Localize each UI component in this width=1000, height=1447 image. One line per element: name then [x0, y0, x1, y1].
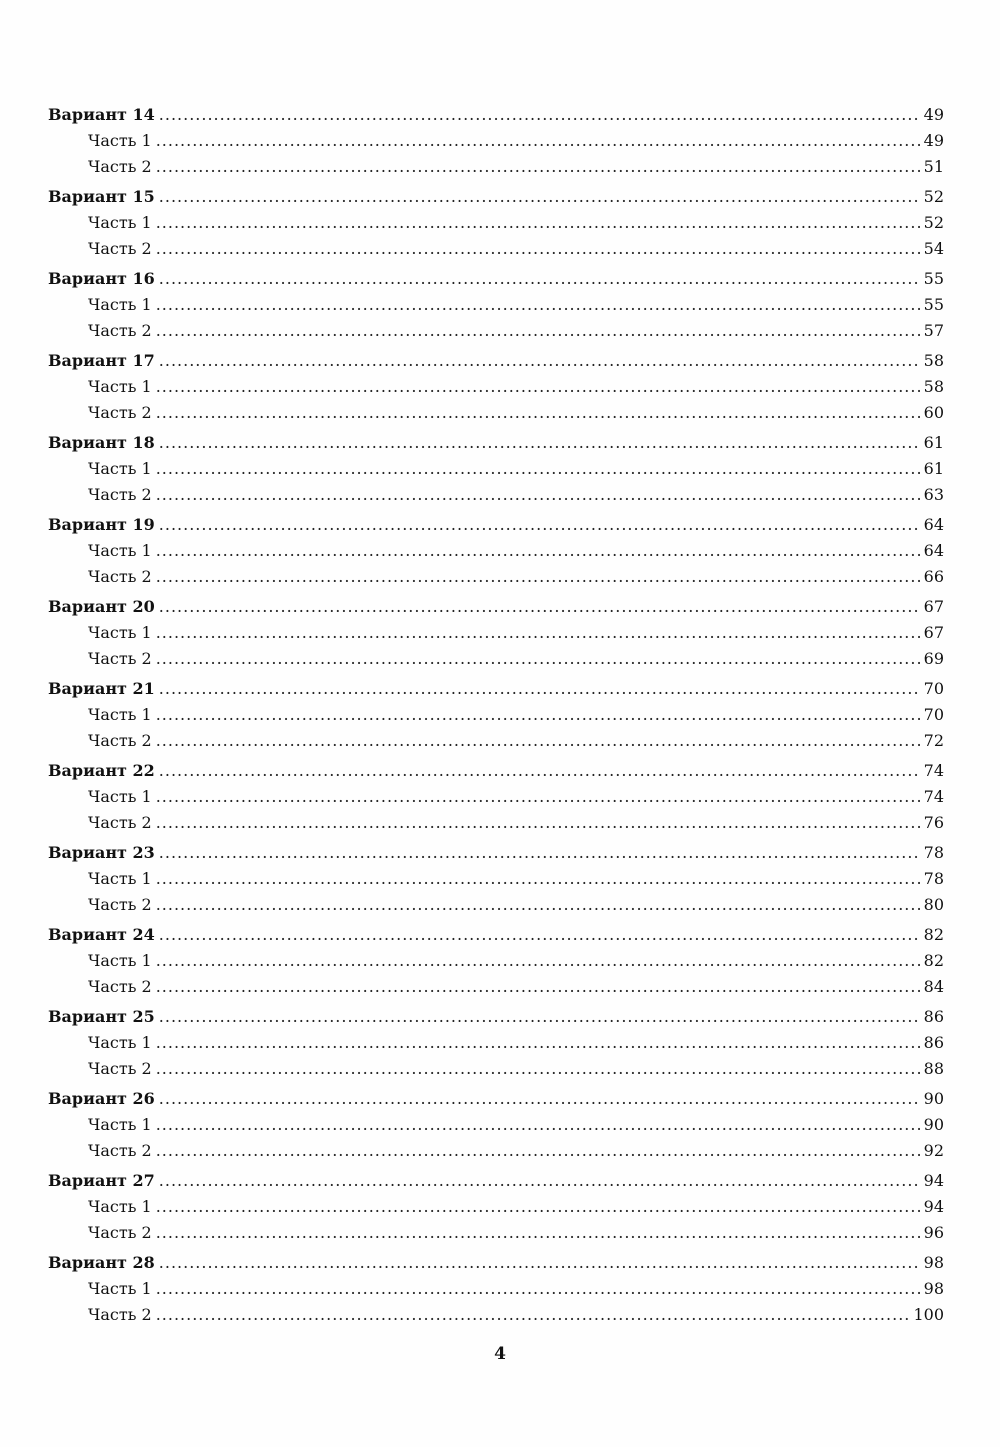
toc-part-entry — [48, 318, 944, 344]
toc-part-entry-page-number: 61 — [923, 459, 944, 478]
toc-variant-title-page-number: 52 — [923, 187, 944, 206]
dot-leader — [159, 922, 920, 948]
dot-leader — [159, 1004, 920, 1030]
toc-variant-title-label: Вариант 19 — [48, 515, 155, 534]
dot-leader — [156, 620, 920, 646]
dot-leader — [156, 374, 920, 400]
toc-variant-title — [48, 184, 944, 210]
dot-leader — [156, 292, 920, 318]
toc-part-entry-page-number: 57 — [923, 321, 944, 340]
table-of-contents — [48, 102, 944, 1332]
toc-part-entry-page-number: 52 — [923, 213, 944, 232]
toc-variant-title-page-number: 74 — [923, 761, 944, 780]
toc-variant-title-label: Вариант 16 — [48, 269, 155, 288]
toc-part-entry — [48, 646, 944, 672]
toc-part-entry-page-number: 94 — [923, 1197, 944, 1216]
dot-leader — [159, 1168, 920, 1194]
toc-part-entry-label: Часть 1 — [88, 377, 152, 396]
dot-leader — [159, 512, 920, 538]
toc-part-entry-page-number: 49 — [923, 131, 944, 150]
toc-part-entry-label: Часть 2 — [88, 1305, 152, 1324]
toc-part-entry-label: Часть 2 — [88, 239, 152, 258]
dot-leader — [156, 210, 920, 236]
toc-part-entry — [48, 1112, 944, 1138]
toc-part-entry — [48, 482, 944, 508]
toc-part-entry-page-number: 98 — [923, 1279, 944, 1298]
dot-leader — [156, 400, 920, 426]
toc-variant-title-label: Вариант 24 — [48, 925, 155, 944]
toc-part-entry-page-number: 70 — [923, 705, 944, 724]
toc-variant-title-page-number: 55 — [923, 269, 944, 288]
toc-variant-title-page-number: 67 — [923, 597, 944, 616]
toc-part-entry-page-number: 82 — [923, 951, 944, 970]
toc-variant-block — [48, 1004, 944, 1082]
toc-part-entry-label: Часть 2 — [88, 731, 152, 750]
toc-variant-title-page-number: 61 — [923, 433, 944, 452]
dot-leader — [159, 1086, 920, 1112]
dot-leader — [159, 348, 920, 374]
toc-part-entry-page-number: 92 — [923, 1141, 944, 1160]
dot-leader — [156, 538, 920, 564]
toc-part-entry — [48, 974, 944, 1000]
toc-part-entry — [48, 128, 944, 154]
toc-variant-block — [48, 594, 944, 672]
toc-part-entry-label: Часть 1 — [88, 295, 152, 314]
dot-leader — [156, 456, 920, 482]
toc-part-entry — [48, 400, 944, 426]
toc-part-entry-label: Часть 1 — [88, 1115, 152, 1134]
toc-variant-title-page-number: 49 — [923, 105, 944, 124]
toc-part-entry — [48, 728, 944, 754]
toc-part-entry — [48, 948, 944, 974]
dot-leader — [159, 184, 920, 210]
dot-leader — [159, 1250, 920, 1276]
page-number: 4 — [494, 1344, 506, 1364]
toc-part-entry-label: Часть 2 — [88, 1059, 152, 1078]
dot-leader — [156, 974, 920, 1000]
toc-part-entry-page-number: 76 — [923, 813, 944, 832]
toc-variant-title-page-number: 94 — [923, 1171, 944, 1190]
toc-part-entry-label: Часть 1 — [88, 951, 152, 970]
dot-leader — [156, 948, 920, 974]
toc-variant-title-label: Вариант 21 — [48, 679, 155, 698]
toc-variant-title-page-number: 82 — [923, 925, 944, 944]
toc-part-entry-label: Часть 1 — [88, 869, 152, 888]
dot-leader — [156, 236, 920, 262]
toc-part-entry — [48, 1030, 944, 1056]
toc-part-entry-label: Часть 2 — [88, 485, 152, 504]
toc-part-entry — [48, 784, 944, 810]
toc-part-entry — [48, 620, 944, 646]
toc-variant-title-label: Вариант 26 — [48, 1089, 155, 1108]
dot-leader — [156, 564, 920, 590]
toc-variant-block — [48, 266, 944, 344]
toc-part-entry-label: Часть 2 — [88, 157, 152, 176]
toc-variant-title — [48, 102, 944, 128]
toc-variant-block — [48, 1250, 944, 1328]
toc-variant-title-page-number: 78 — [923, 843, 944, 862]
toc-variant-block — [48, 102, 944, 180]
toc-variant-block — [48, 758, 944, 836]
toc-variant-title — [48, 840, 944, 866]
toc-part-entry — [48, 866, 944, 892]
dot-leader — [159, 266, 920, 292]
toc-part-entry-page-number: 86 — [923, 1033, 944, 1052]
toc-variant-title-page-number: 86 — [923, 1007, 944, 1026]
toc-part-entry — [48, 210, 944, 236]
dot-leader — [156, 482, 920, 508]
toc-variant-title — [48, 512, 944, 538]
toc-part-entry-label: Часть 1 — [88, 1033, 152, 1052]
toc-part-entry — [48, 1138, 944, 1164]
toc-variant-block — [48, 348, 944, 426]
dot-leader — [156, 1194, 920, 1220]
toc-variant-block — [48, 676, 944, 754]
toc-part-entry-page-number: 54 — [923, 239, 944, 258]
toc-part-entry-page-number: 66 — [923, 567, 944, 586]
toc-variant-title — [48, 1004, 944, 1030]
toc-variant-title-label: Вариант 22 — [48, 761, 155, 780]
dot-leader — [156, 1302, 910, 1328]
toc-part-entry-label: Часть 2 — [88, 977, 152, 996]
toc-variant-title — [48, 430, 944, 456]
toc-variant-title-label: Вариант 17 — [48, 351, 155, 370]
toc-part-entry-page-number: 64 — [923, 541, 944, 560]
dot-leader — [156, 1220, 920, 1246]
toc-part-entry — [48, 892, 944, 918]
toc-part-entry-label: Часть 2 — [88, 403, 152, 422]
dot-leader — [159, 676, 920, 702]
toc-part-entry-page-number: 74 — [923, 787, 944, 806]
dot-leader — [159, 840, 920, 866]
toc-variant-title — [48, 1086, 944, 1112]
toc-variant-title — [48, 922, 944, 948]
toc-part-entry-page-number: 72 — [923, 731, 944, 750]
dot-leader — [159, 430, 920, 456]
toc-variant-title-page-number: 70 — [923, 679, 944, 698]
toc-part-entry — [48, 456, 944, 482]
dot-leader — [156, 1138, 920, 1164]
dot-leader — [156, 784, 920, 810]
toc-variant-title — [48, 1168, 944, 1194]
toc-variant-title — [48, 1250, 944, 1276]
toc-part-entry — [48, 1220, 944, 1246]
toc-part-entry-page-number: 88 — [923, 1059, 944, 1078]
toc-variant-title-label: Вариант 15 — [48, 187, 155, 206]
dot-leader — [156, 892, 920, 918]
toc-part-entry-page-number: 84 — [923, 977, 944, 996]
toc-variant-title-page-number: 98 — [923, 1253, 944, 1272]
toc-variant-title-label: Вариант 18 — [48, 433, 155, 452]
toc-variant-block — [48, 1086, 944, 1164]
toc-part-entry — [48, 564, 944, 590]
toc-variant-block — [48, 184, 944, 262]
toc-variant-title-label: Вариант 28 — [48, 1253, 155, 1272]
toc-part-entry-label: Часть 1 — [88, 623, 152, 642]
toc-part-entry-page-number: 78 — [923, 869, 944, 888]
toc-variant-block — [48, 512, 944, 590]
toc-part-entry-label: Часть 2 — [88, 1223, 152, 1242]
toc-part-entry-label: Часть 1 — [88, 131, 152, 150]
toc-part-entry-page-number: 51 — [923, 157, 944, 176]
toc-part-entry-label: Часть 2 — [88, 813, 152, 832]
toc-part-entry-page-number: 100 — [913, 1305, 944, 1324]
toc-part-entry — [48, 154, 944, 180]
dot-leader — [156, 646, 920, 672]
dot-leader — [159, 758, 920, 784]
dot-leader — [156, 1276, 920, 1302]
dot-leader — [156, 1112, 920, 1138]
toc-variant-title-page-number: 90 — [923, 1089, 944, 1108]
toc-part-entry — [48, 810, 944, 836]
toc-variant-title-label: Вариант 23 — [48, 843, 155, 862]
dot-leader — [156, 128, 920, 154]
toc-part-entry-page-number: 69 — [923, 649, 944, 668]
toc-variant-block — [48, 922, 944, 1000]
toc-part-entry — [48, 374, 944, 400]
toc-part-entry — [48, 1194, 944, 1220]
toc-variant-title — [48, 676, 944, 702]
toc-part-entry — [48, 1056, 944, 1082]
dot-leader — [156, 810, 920, 836]
toc-part-entry-label: Часть 2 — [88, 649, 152, 668]
dot-leader — [156, 1030, 920, 1056]
toc-variant-block — [48, 840, 944, 918]
toc-part-entry-label: Часть 1 — [88, 1279, 152, 1298]
toc-part-entry — [48, 1302, 944, 1328]
dot-leader — [156, 866, 920, 892]
toc-variant-title-label: Вариант 27 — [48, 1171, 155, 1190]
toc-variant-title — [48, 348, 944, 374]
toc-part-entry-label: Часть 2 — [88, 1141, 152, 1160]
toc-variant-title-label: Вариант 14 — [48, 105, 155, 124]
toc-part-entry-label: Часть 1 — [88, 541, 152, 560]
toc-part-entry-page-number: 90 — [923, 1115, 944, 1134]
toc-variant-title-page-number: 64 — [923, 515, 944, 534]
toc-part-entry-label: Часть 1 — [88, 787, 152, 806]
toc-variant-title — [48, 266, 944, 292]
dot-leader — [156, 702, 920, 728]
toc-part-entry — [48, 292, 944, 318]
toc-variant-title-page-number: 58 — [923, 351, 944, 370]
toc-part-entry-label: Часть 1 — [88, 705, 152, 724]
toc-variant-title — [48, 758, 944, 784]
dot-leader — [159, 102, 920, 128]
dot-leader — [156, 1056, 920, 1082]
toc-part-entry-label: Часть 1 — [88, 1197, 152, 1216]
toc-part-entry — [48, 1276, 944, 1302]
toc-part-entry — [48, 538, 944, 564]
toc-part-entry-label: Часть 2 — [88, 895, 152, 914]
toc-part-entry-page-number: 60 — [923, 403, 944, 422]
toc-part-entry-page-number: 58 — [923, 377, 944, 396]
dot-leader — [156, 318, 920, 344]
dot-leader — [159, 594, 920, 620]
toc-part-entry-page-number: 80 — [923, 895, 944, 914]
toc-part-entry-page-number: 63 — [923, 485, 944, 504]
toc-part-entry-label: Часть 2 — [88, 321, 152, 340]
dot-leader — [156, 728, 920, 754]
toc-part-entry-page-number: 55 — [923, 295, 944, 314]
toc-part-entry — [48, 236, 944, 262]
toc-part-entry-page-number: 67 — [923, 623, 944, 642]
toc-part-entry — [48, 702, 944, 728]
toc-variant-title — [48, 594, 944, 620]
toc-part-entry-label: Часть 1 — [88, 459, 152, 478]
toc-variant-block — [48, 430, 944, 508]
dot-leader — [156, 154, 920, 180]
toc-part-entry-page-number: 96 — [923, 1223, 944, 1242]
toc-variant-title-label: Вариант 20 — [48, 597, 155, 616]
toc-variant-block — [48, 1168, 944, 1246]
toc-part-entry-label: Часть 1 — [88, 213, 152, 232]
toc-variant-title-label: Вариант 25 — [48, 1007, 155, 1026]
toc-part-entry-label: Часть 2 — [88, 567, 152, 586]
